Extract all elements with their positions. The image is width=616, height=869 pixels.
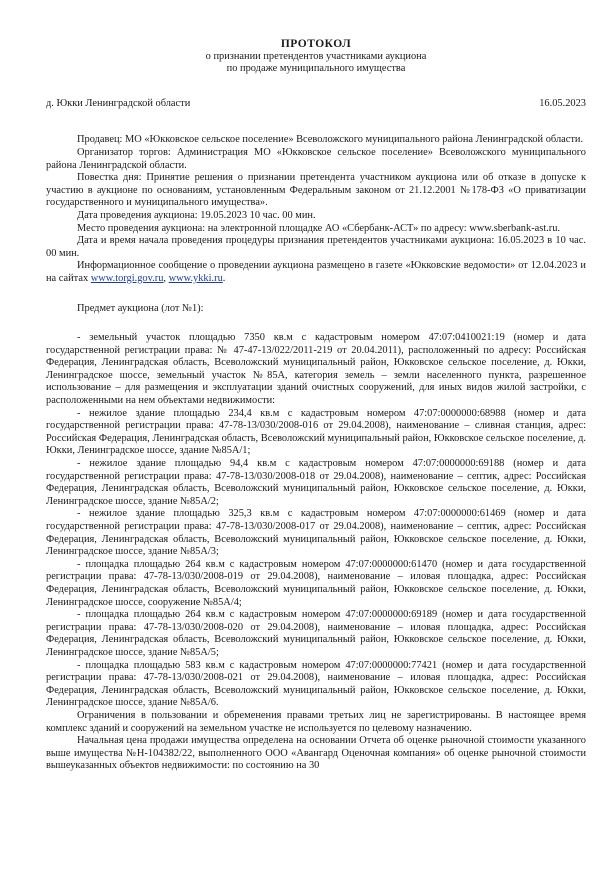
document-subtitle-line-2: по продаже муниципального имущества: [226, 63, 406, 75]
lot-item-site-6: - площадка площадью 583 кв.м с кадастровым номером 47:07:0000000:77421 (номер и дата государственной регистрации права: 47-78-13/030/2008-021 от 29.04.2008), наименование – иловая площадка, адрес: Российская Федерация, Ленинградская область, Всеволожский муниципальный район, Юкковское сельское поселение, д. Юкки, Ленинградское шоссе, здание №85А/6.: [46, 659, 586, 709]
restrictions-paragraph: Ограничения в пользовании и обременения правами третьих лиц не зарегистрированы. В настоящее время комплекс зданий и сооружений на земельном участке не используется по целевому назначению.: [46, 709, 586, 734]
info-text: Информационное сообщение о проведении аукциона размещено в газете «Юкковские ведомости» от 12.04.2023 и на сайтах: [46, 260, 586, 284]
lot-item-site-4: - площадка площадью 264 кв.м с кадастровым номером 47:07:0000000:61470 (номер и дата государственной регистрации права: 47-78-13/030/2008-019 от 29.04.2008), наименование – иловая площадка, адрес: Российская Федерация, Ленинградская область, Всеволожский муниципальный район, Юкковское сельское поселение, д. Юкки, Ленинградское шоссе, сооружение №85А/4;: [46, 558, 586, 608]
place-date-row: [46, 98, 586, 111]
lot-item-site-5: - площадка площадью 264 кв.м с кадастровым номером 47:07:0000000:69189 (номер и дата государственной регистрации права: 47-78-13/030/2008-020 от 29.04.2008), наименование – иловая площадка, адрес: Российская Федерация, Ленинградская область, Всеволожский муниципальный район, Юкковское сельское поселение, д. Юкки, Ленинградское шоссе, здание №85А/5;: [46, 609, 586, 658]
lot-item-building-1: - нежилое здание площадью 234,4 кв.м с кадастровым номером 47:07:0000000:68988 (номер и дата государственной регистрации права: 47-78-13/030/2008-016 от 29.04.2008), наименование – сливная станция, адрес: Российская Федерация, Ленинградская область, Всеволожский муниципальный район, Юкковское сельское поселение, д. Юкки, Ленинградское шоссе, здание №85А/1;: [46, 407, 586, 457]
lot-item-building-2: - нежилое здание площадью 94,4 кв.м с кадастровым номером 47:07:0000000:69188 (номер и дата государственной регистрации права: 47-78-13/030/2008-018 от 29.04.2008), наименование – септик, адрес: Российская Федерация, Ленинградская область, Всеволожский муниципальный район, Юкковское сельское поселение, д. Юкки, Ленинградское шоссе, здание №85А/2;: [46, 458, 586, 507]
info-paragraph: [46, 260, 586, 285]
document-place: д. Юкки Ленинградской области: [46, 97, 191, 109]
lot-item-building-3: - нежилое здание площадью 325,3 кв.м с кадастровым номером 47:07:0000000:61469 (номер и дата государственной регистрации права: 47-78-13/030/2008-017 от 29.04.2008), наименование – септик, адрес: Российская Федерация, Ленинградская область, Всеволожский муниципальный район, Юкковское сельское поселение, д. Юкки, Ленинградское шоссе, здание №85А/3;: [46, 508, 586, 558]
seller-paragraph: Продавец: МО «Юкковское сельское поселение» Всеволожского муниципального района Ленинградской области.: [77, 134, 584, 146]
organizer-paragraph: Организатор торгов: Администрация МО «Юкковское сельское поселение» Всеволожского муниципального района Ленинградской области.: [46, 146, 586, 171]
lot-heading: Предмет аукциона (лот №1):: [77, 302, 204, 314]
agenda-paragraph: Повестка дня: Принятие решения о признании претендента участником аукциона или об отказе в допуске к участию в аукционе по основаниям, установленным Федеральным законом от 21.12.2001 №178-ФЗ «О приватизации государственного и муниципального имущества».: [46, 172, 586, 209]
auction-place-paragraph: Место проведения аукциона: на электронной площадке АО «Сбербанк-АСТ» по адресу: www.sberbank-ast.ru.: [77, 222, 561, 234]
ykki-link[interactable]: www.ykki.ru: [168, 272, 223, 284]
auction-date-paragraph: Дата проведения аукциона: 19.05.2023 10 час. 00 мин.: [77, 209, 316, 221]
price-paragraph: Начальная цена продажи имущества определена на основании Отчета об оценке рыночной стоимости указанного выше имущества №Н-104382/22, выполненного ООО «Авангард Оценочная компания» об оценке рыночной стоимости вышеуказанных объектов недвижимости: по состоянию на 30: [46, 735, 586, 772]
procedure-date-paragraph: Дата и время начала проведения процедуры признания претендентов участниками аукциона: 16.05.2023 в 10 час. 00 мин.: [46, 235, 586, 259]
document-title: ПРОТОКОЛ: [280, 38, 352, 50]
torgi-link[interactable]: www.torgi.gov.ru: [90, 272, 164, 284]
lot-item-land: - земельный участок площадью 7350 кв.м с кадастровым номером 47:07:0410021:19 (номер и дата государственной регистрации права: № 47-47-13/022/2011-219 от 20.04.2011), расположенный по адресу: Российская Федерация, Ленинградская область, Всеволожский муниципальный район, Юкковское сельское поселение, д. Юкки, Ленинградское шоссе, земельный участок №85А, категория земель – земли населенного пункта, разрешенное использование – для размещения и эксплуатации зданий очистных сооружений, для иных видов жилой застройки, с расположенными на нем объектами недвижимости:: [46, 332, 586, 407]
document-date: 16.05.2023: [539, 97, 586, 109]
link-separator: ,: [163, 272, 169, 284]
info-period: .: [222, 272, 226, 284]
document-subtitle-line-1: о признании претендентов участниками аукциона: [205, 50, 427, 62]
